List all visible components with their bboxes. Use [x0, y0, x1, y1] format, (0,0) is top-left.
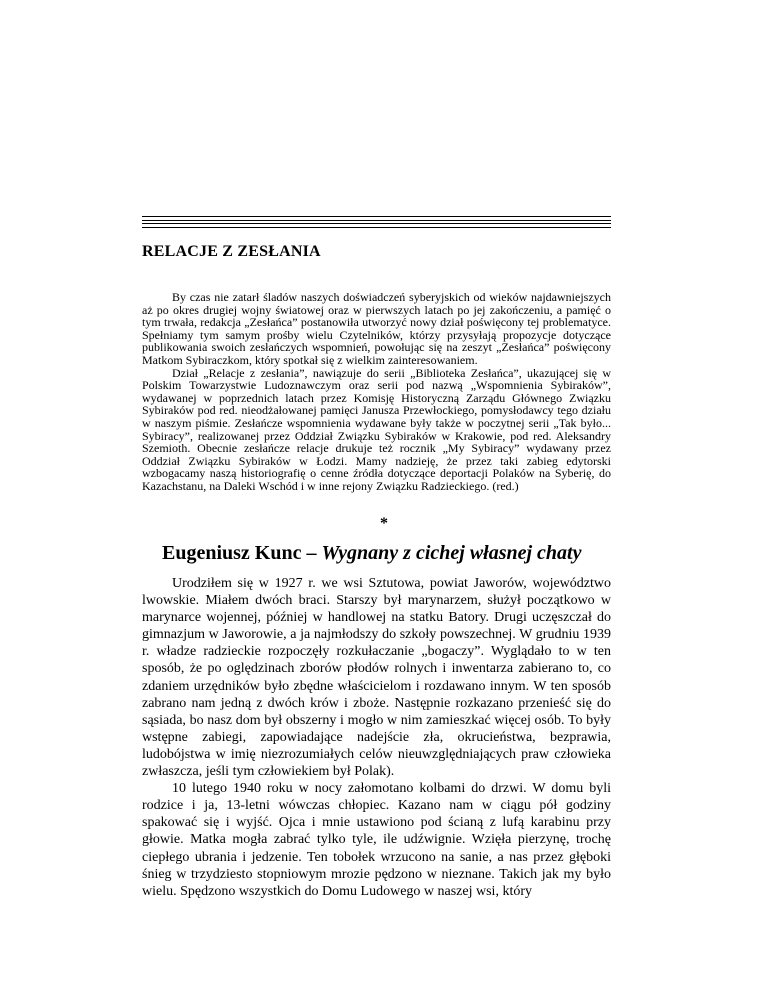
- rule-line: [142, 216, 611, 217]
- rule-line: [142, 220, 611, 221]
- body-paragraph: 10 lutego 1940 roku w nocy załomotano kolbami do drzwi. W domu byli rodzice i ja, 13-letni wówczas chłopiec. Kazano nam w ciągu pół godziny spakować się i wyjść. Ojca i mnie ustawiono pod ścianą z lufą karabinu przy głowie. Matka mogła zabrać tylko tyle, ile udźwignie. Wzięła pierzynę, trochę ciepłego ubrania i jedzenie. Ten tobołek wrzucono na sanie, a nas przez głęboki śnieg w trzydziesto stopniowym mrozie pędzono w nieznane. Takich jak my było wielu. Spędzono wszystkich do Domu Ludowego w naszej wsi, który: [142, 781, 611, 899]
- article-title-text: Wygnany z cichej własnej chaty: [321, 542, 582, 564]
- section-separator: *: [380, 515, 388, 532]
- body-paragraph: Urodziłem się w 1927 r. we wsi Sztutowa, powiat Jaworów, województwo lwowskie. Miałem dwóch braci. Starszy był marynarzem, służył początkowo w marynarce wojennej, później w handlowej na statku Batory. Drugi uczęszczał do gimnazjum w Jaworowie, a ja najmłodszy do szkoły powszechnej. W grudniu 1939 r. władze radzieckie rozpoczęły rozkułaczanie „bogaczy”. Wyglądało to w ten sposób, że po oględzinach zborów płodów rolnych i inwentarza zabierano to, co zdaniem urzędników było zbędne właścicielom i rozdawano innym. W ten sposób zabrano nam jedną z dwóch krów i zboże. Następnie rozkazano przenieść się do sąsiada, bo nasz dom był obszerny i mogło w nim zamieszkać więcej osób. To były wstępne zabiegi, zapowiadające nadejście zła, okrucieństwa, bezprawia, ludobójstwa w imię niezrozumiałych celów nieuwzględniających praw człowieka zwłaszcza, jeśli tym człowiekiem był Polak).: [142, 576, 611, 780]
- title-dash: –: [306, 542, 317, 564]
- article-body: [142, 575, 611, 900]
- article-author: Eugeniusz Kunc: [162, 542, 302, 564]
- header-rule: [142, 216, 611, 230]
- article-title: [162, 542, 581, 565]
- intro-text: [142, 291, 611, 493]
- intro-paragraph: By czas nie zatarł śladów naszych doświadczeń syberyjskich od wieków najdawniejszych aż po okres drugiej wojny światowej oraz w pierwszych latach po jej zakończeniu, a pamięć o tym trwała, redakcja „Zesłańca” postanowiła utworzyć nowy dział poświęcony tej problematyce. Spełniamy tym samym prośby wielu Czytelników, którzy przysyłają propozycje dotyczące publikowania swoich zesłańczych wspomnień, powołując się na zeszyt „Zesłańca” poświęcony Matkom Sybiraczkom, który spotkał się z wielkim zainteresowaniem.: [142, 290, 611, 367]
- rule-line: [142, 227, 611, 228]
- intro-paragraph: Dział „Relacje z zesłania”, nawiązuje do serii „Biblioteka Zesłańca”, ukazującej się w Polskim Towarzystwie Ludoznawczym oraz serii pod nazwą „Wspomnienia Sybiraków”, wydawanej w poprzednich latach przez Komisję Historyczną Zarządu Głównego Związku Sybiraków pod red. nieodżałowanej pamięci Janusza Przewłockiego, pomysłodawcy tego działu w naszym piśmie. Zesłańcze wspomnienia wydawane były także w poczytnej serii „Tak było... Sybiracy”, realizowanej przez Oddział Związku Sybiraków w Krakowie, pod red. Aleksandry Szemioth. Obecnie zesłańcze relacje drukuje też rocznik „My Sybiracy” wydawany przez Oddział Związku Sybiraków w Łodzi. Mamy nadzieję, że przez taki zabieg edytorski wzbogacamy naszą historiografię o cenne źródła dotyczące deportacji Polaków na Syberię, do Kazachstanu, na Daleki Wschód i w inne rejony Związku Radzieckiego. (red.): [142, 365, 611, 493]
- section-title: RELACJE Z ZESŁANIA: [142, 243, 321, 260]
- rule-line: [142, 223, 611, 224]
